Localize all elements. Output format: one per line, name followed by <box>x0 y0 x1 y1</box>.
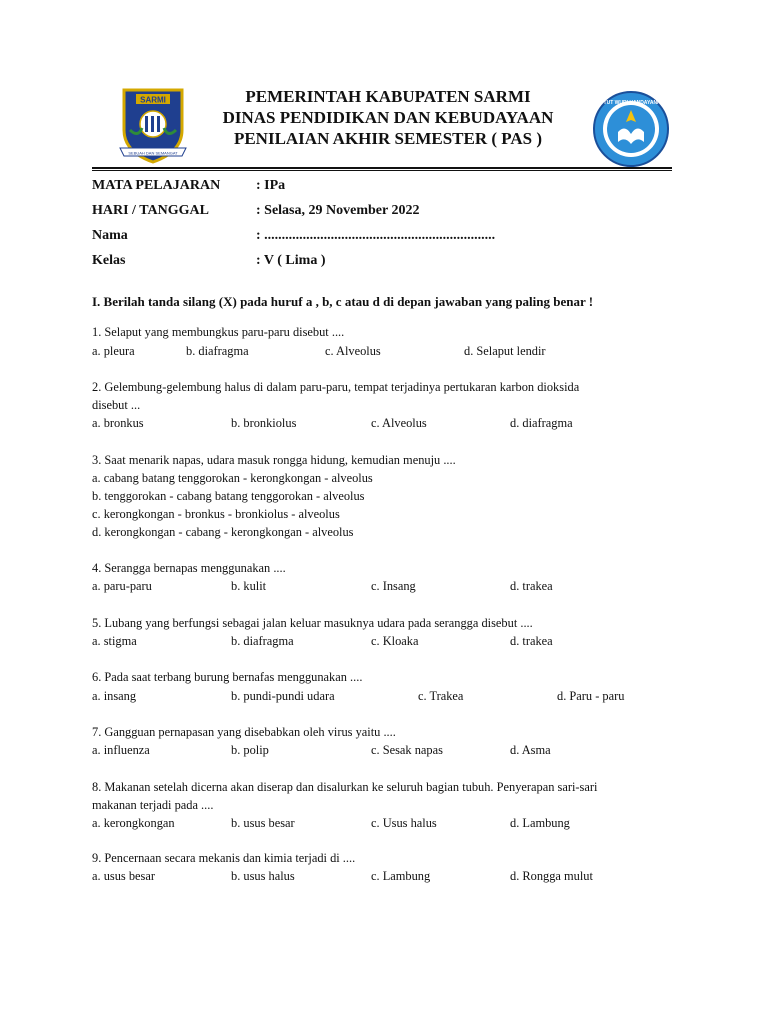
question-4-text: 4. Serangga bernapas menggunakan .... <box>92 561 286 575</box>
question-2-option-b: b. bronkiolus <box>231 416 297 430</box>
question-9-text: 9. Pencernaan secara mekanis dan kimia terjadi di .... <box>92 851 356 865</box>
question-3-option-b: b. tenggorokan - cabang batang tenggorokan - alveolus <box>92 489 365 503</box>
question-5-text: 5. Lubang yang berfungsi sebagai jalan keluar masuknya udara pada serangga disebut .... <box>92 616 533 630</box>
question-6-option-b: b. pundi-pundi udara <box>231 689 335 703</box>
question-8-text-line2: makanan terjadi pada .... <box>92 798 214 812</box>
question-7-text: 7. Gangguan pernapasan yang disebabkan oleh virus yaitu .... <box>92 725 396 739</box>
question-1-option-b: b. diafragma <box>186 344 249 358</box>
question-5-option-c: c. Kloaka <box>371 634 419 648</box>
question-9-option-d: d. Rongga mulut <box>510 869 593 883</box>
question-6-option-c: c. Trakea <box>418 689 464 703</box>
question-6-text: 6. Pada saat terbang burung bernafas menggunakan .... <box>92 670 363 684</box>
question-9-option-a: a. usus besar <box>92 869 155 883</box>
question-7-option-a: a. influenza <box>92 743 150 757</box>
name-value: : .................................................................. <box>256 228 496 243</box>
class-label: Kelas <box>92 253 126 268</box>
letterhead <box>92 78 672 168</box>
subject-label: MATA PELAJARAN <box>92 178 221 193</box>
subject-value: : IPa <box>256 178 286 193</box>
question-4-option-d: d. trakea <box>510 579 553 593</box>
question-7-option-c: c. Sesak napas <box>371 743 443 757</box>
header-divider-thin <box>92 170 672 171</box>
class-row <box>92 251 672 276</box>
question-2-option-a: a. bronkus <box>92 416 144 430</box>
subject-row <box>92 176 672 201</box>
question-1-option-a: a. pleura <box>92 344 135 358</box>
question-3-option-d: d. kerongkongan - cabang - kerongkongan - alveolus <box>92 525 354 539</box>
name-label: Nama <box>92 228 128 243</box>
question-7-option-d: d. Asma <box>510 743 551 757</box>
date-label: HARI / TANGGAL <box>92 203 209 218</box>
question-3-text: 3. Saat menarik napas, udara masuk rongga hidung, kemudian menuju .... <box>92 453 456 467</box>
question-4-option-c: c. Insang <box>371 579 416 593</box>
tut-wuri-emblem-text: TUT WURI HANDAYANI <box>603 100 659 106</box>
class-value: : V ( Lima ) <box>256 253 326 268</box>
name-row <box>92 226 672 251</box>
question-8-option-a: a. kerongkongan <box>92 816 175 830</box>
question-5-option-a: a. stigma <box>92 634 137 648</box>
question-8-option-d: d. Lambung <box>510 816 570 830</box>
sarmi-emblem-text: SARMI <box>140 95 166 105</box>
question-7-option-b: b. polip <box>231 743 269 757</box>
question-9-option-c: c. Lambung <box>371 869 431 883</box>
question-4-option-a: a. paru-paru <box>92 579 152 593</box>
date-row <box>92 201 672 226</box>
question-2-option-c: c. Alveolus <box>371 416 427 430</box>
tut-wuri-handayani-icon <box>592 90 670 168</box>
question-1-option-d: d. Selaput lendir <box>464 344 546 358</box>
question-1-option-c: c. Alveolus <box>325 344 381 358</box>
question-2-text-line1: 2. Gelembung-gelembung halus di dalam paru-paru, tempat terjadinya pertukaran karbon dioksida <box>92 380 580 394</box>
department-title: DINAS PENDIDIKAN DAN KEBUDAYAAN <box>222 108 554 127</box>
sarmi-emblem-icon <box>118 86 188 166</box>
header-divider-thick <box>92 167 672 169</box>
instruction-text: I. Berilah tanda silang (X) pada huruf a , b, c atau d di depan jawaban yang paling benar ! <box>92 294 594 309</box>
question-8-option-c: c. Usus halus <box>371 816 437 830</box>
question-2-option-d: d. diafragma <box>510 416 573 430</box>
date-value: : Selasa, 29 November 2022 <box>256 203 420 218</box>
question-5-option-d: d. trakea <box>510 634 553 648</box>
government-title: PEMERINTAH KABUPATEN SARMI <box>245 87 531 106</box>
identity-block <box>92 176 672 276</box>
question-8-text-line1: 8. Makanan setelah dicerna akan diserap dan disalurkan ke seluruh bagian tubuh. Penyerapan sari-sari <box>92 780 598 794</box>
question-6-option-d: d. Paru - paru <box>557 689 625 703</box>
question-6-option-a: a. insang <box>92 689 137 703</box>
question-4-option-b: b. kulit <box>231 579 267 593</box>
exam-title: PENILAIAN AKHIR SEMESTER ( PAS ) <box>233 129 543 148</box>
question-3-option-c: c. kerongkongan - bronkus - bronkiolus - alveolus <box>92 507 340 521</box>
question-5-option-b: b. diafragma <box>231 634 294 648</box>
sarmi-emblem-ribbon: SEBUAH DAN SEMANGAT <box>128 150 178 156</box>
letterhead-titles <box>192 86 584 149</box>
question-1-text: 1. Selaput yang membungkus paru-paru disebut .... <box>92 325 345 339</box>
question-9-option-b: b. usus halus <box>231 869 295 883</box>
question-3-option-a: a. cabang batang tenggorokan - kerongkongan - alveolus <box>92 471 373 485</box>
question-2-text-line2: disebut ... <box>92 398 141 412</box>
question-8-option-b: b. usus besar <box>231 816 295 830</box>
